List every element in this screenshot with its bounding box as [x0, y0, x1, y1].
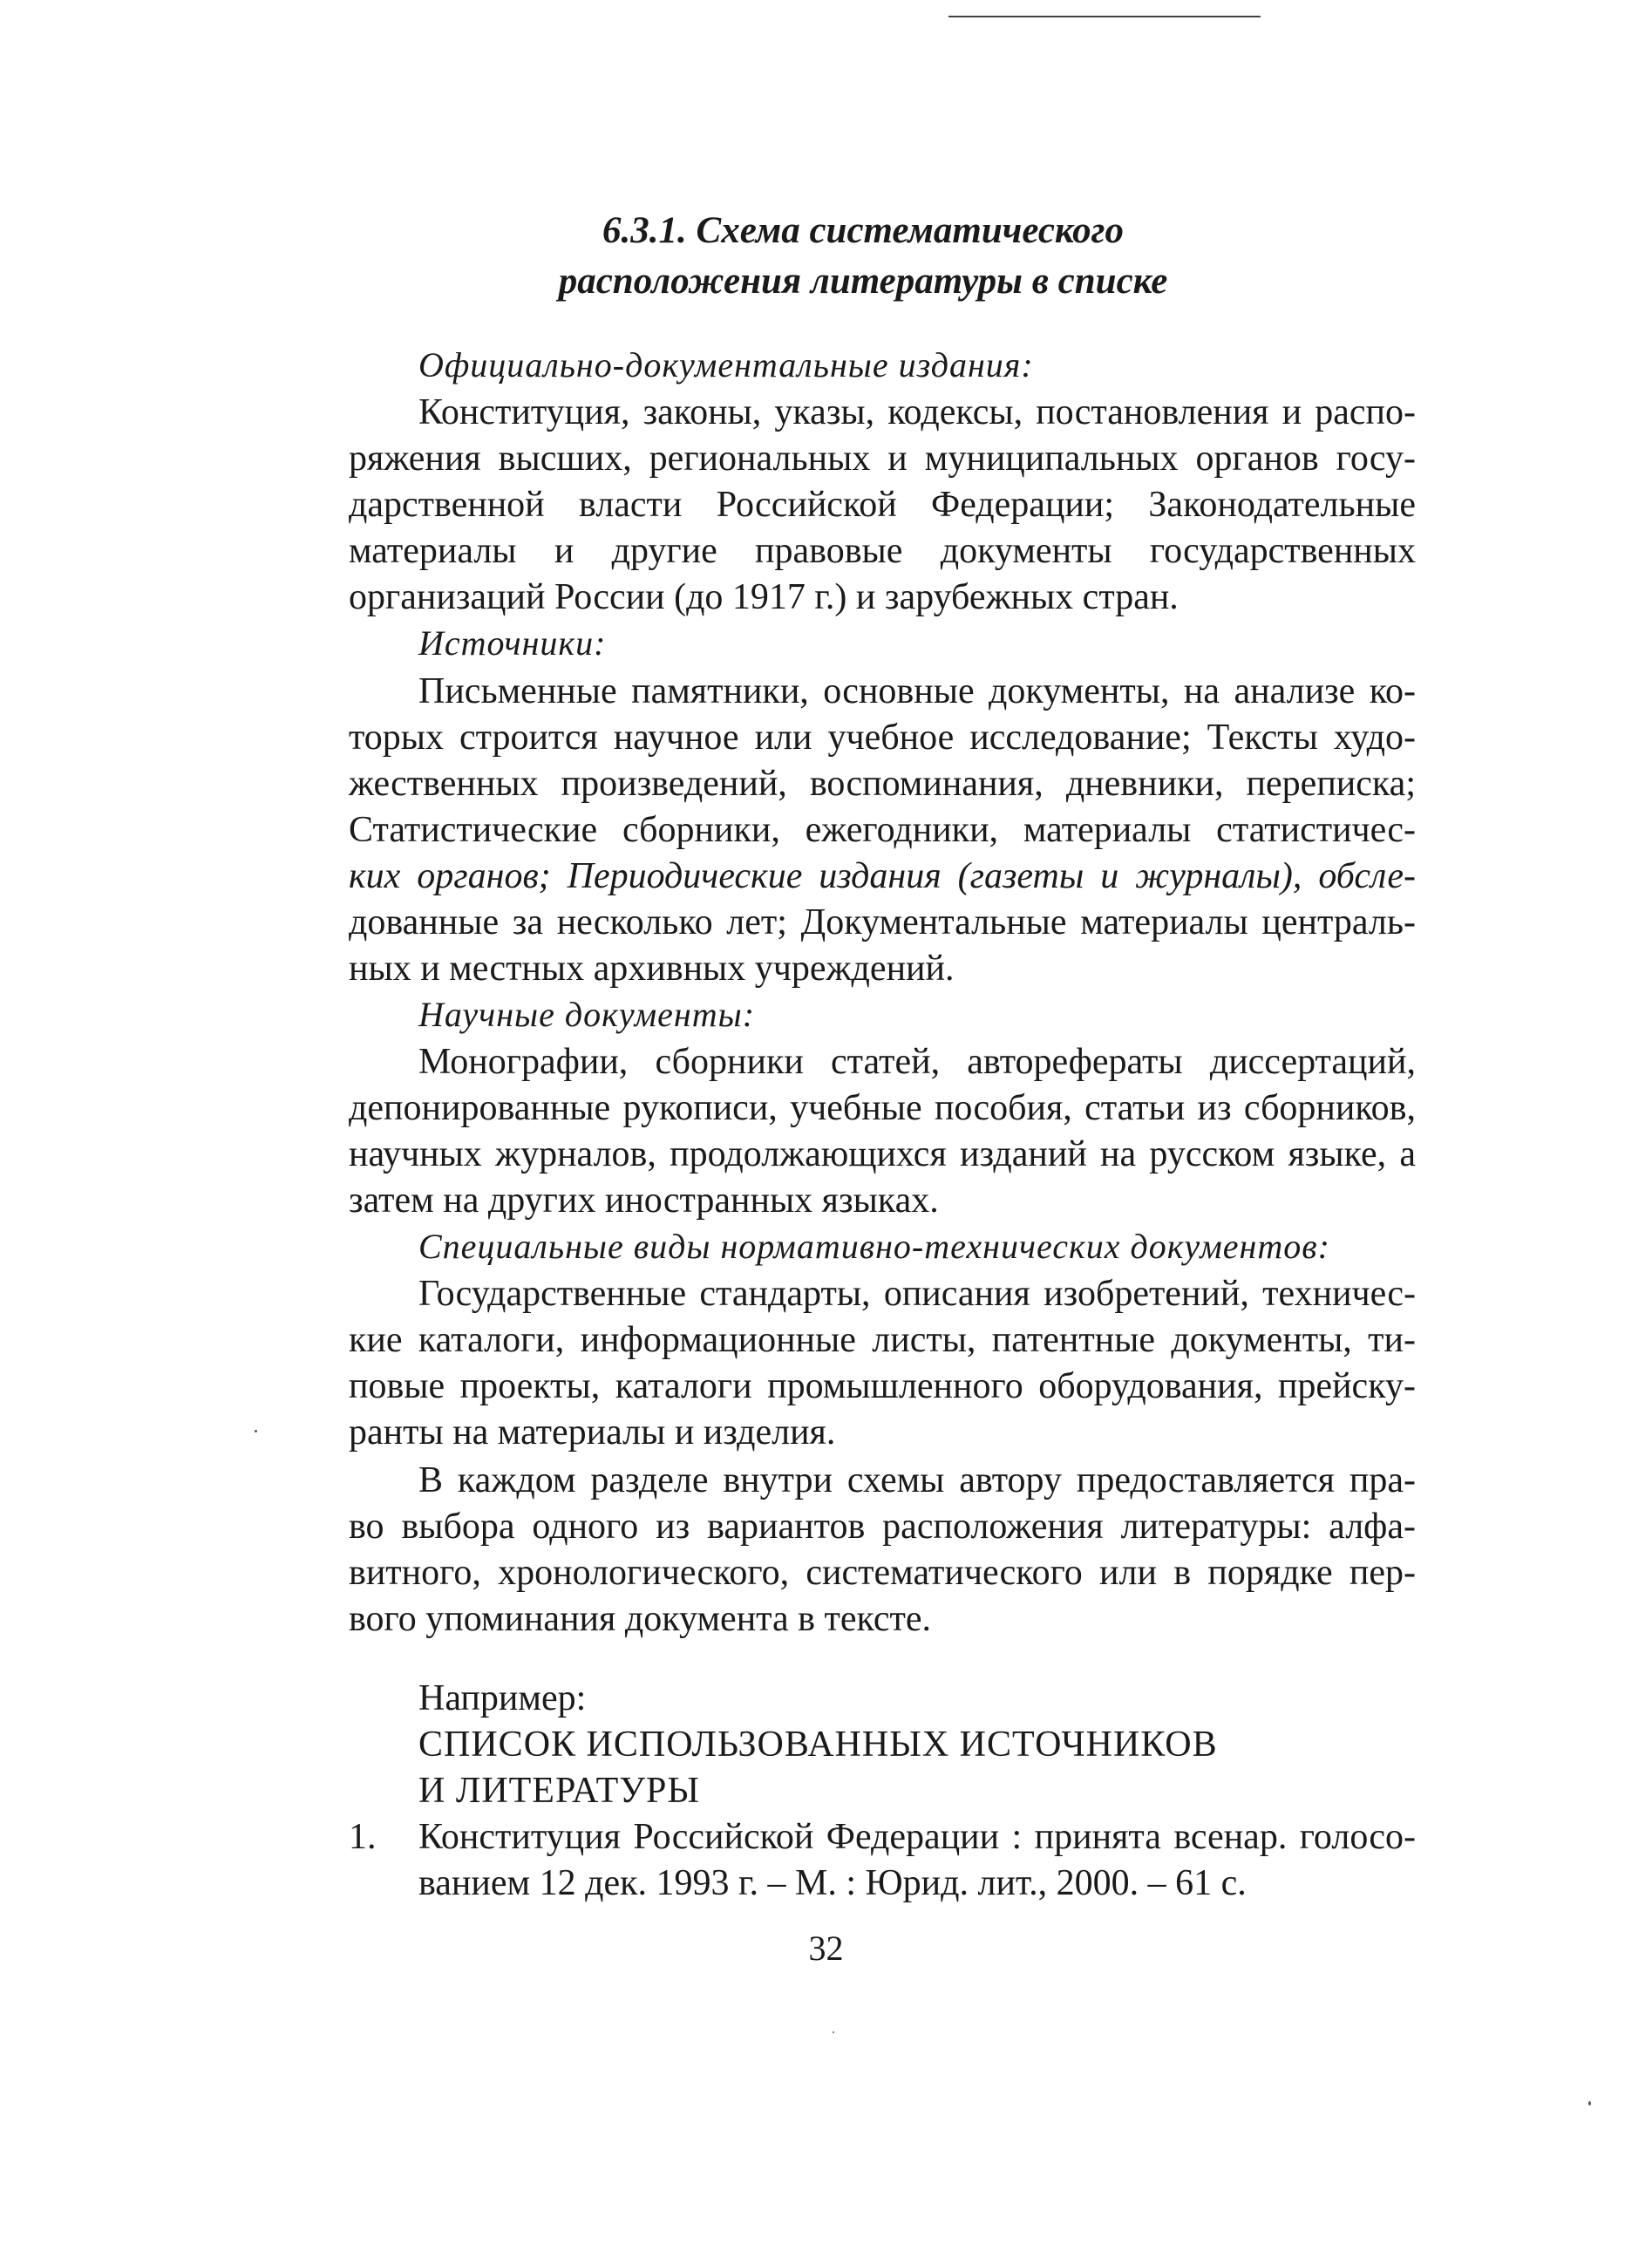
scientific-line-2: депонированные рукописи, учебные пособия, статьи из сборников,	[349, 1088, 1416, 1128]
official-line-1: Конституция, законы, указы, кодексы, постановления и распо-	[418, 392, 1416, 432]
heading-official: Официально-документальные издания:	[418, 345, 1034, 384]
official-line-2: ряжения высших, региональных и муниципальных органов госу-	[349, 439, 1416, 479]
sources-line-2: торых строится научное или учебное исследование; Тексты худо-	[349, 718, 1416, 758]
heading-scientific: Научные документы:	[418, 995, 756, 1034]
closing-line-2: во выбора одного из вариантов расположения литературы: алфа-	[349, 1507, 1416, 1547]
special-line-2: кие каталоги, информационные листы, патентные документы, ти-	[349, 1320, 1416, 1360]
special-line-1: Государственные стандарты, описания изобретений, техничес-	[418, 1274, 1416, 1314]
closing-line-4: вого упоминания документа в тексте.	[349, 1599, 932, 1639]
special-line-3: повые проекты, каталоги промышленного оборудования, прейску-	[349, 1366, 1416, 1406]
list-title-line-1: СПИСОК ИСПОЛЬЗОВАННЫХ ИСТОЧНИКОВ	[418, 1725, 1218, 1765]
official-line-5: организаций России (до 1917 г.) и зарубежных стран.	[349, 577, 1179, 617]
scan-speck	[1588, 2101, 1591, 2106]
page-number: 32	[808, 1929, 844, 1968]
sources-line-1: Письменные памятники, основные документы, на анализе ко-	[418, 671, 1416, 711]
section-title-line-2: расположения литературы в списке	[558, 261, 1168, 302]
official-line-3: дарственной власти Российской Федерации; Законодательные	[349, 485, 1416, 525]
closing-line-1: В каждом разделе внутри схемы автору предоставляется пра-	[418, 1460, 1416, 1500]
closing-line-3: витного, хронологического, систематического или в порядке пер-	[349, 1553, 1416, 1593]
scientific-line-1: Монографии, сборники статей, авторефераты диссертаций,	[418, 1042, 1416, 1082]
official-line-4: материалы и другие правовые документы государственных	[349, 531, 1416, 571]
scientific-line-4: затем на других иностранных языках.	[349, 1180, 939, 1221]
list-title-line-2: И ЛИТЕРАТУРЫ	[418, 1771, 700, 1811]
scientific-line-3: научных журналов, продолжающихся изданий на русском языке, а	[349, 1134, 1416, 1174]
sources-line-6: дованные за несколько лет; Документальные материалы централь-	[349, 902, 1416, 942]
heading-special: Специальные виды нормативно-технических документов:	[418, 1227, 1330, 1266]
section-title-line-1: 6.3.1. Схема систематического	[602, 210, 1124, 251]
special-line-4: ранты на материалы и изделия.	[349, 1412, 836, 1453]
reference-line-2: ванием 12 дек. 1993 г. – М. : Юрид. лит., 2000. – 61 с.	[418, 1863, 1247, 1903]
scan-speck	[833, 2031, 834, 2033]
sources-line-3: жественных произведений, воспоминания, дневники, переписка;	[349, 764, 1416, 804]
sources-line-5: ких органов; Периодические издания (газеты и журналы), обсле-	[349, 856, 1416, 896]
reference-line-1: Конституция Российской Федерации : принята всенар. голосо-	[418, 1817, 1416, 1857]
sources-line-4: Статистические сборники, ежегодники, материалы статистичес-	[349, 810, 1416, 850]
sources-line-7: ных и местных архивных учреждений.	[349, 949, 955, 989]
heading-sources: Источники:	[418, 623, 607, 663]
scan-speck	[255, 1430, 257, 1432]
reference-number: 1.	[349, 1817, 377, 1857]
top-rule	[948, 16, 1261, 17]
example-label: Например:	[418, 1678, 587, 1718]
